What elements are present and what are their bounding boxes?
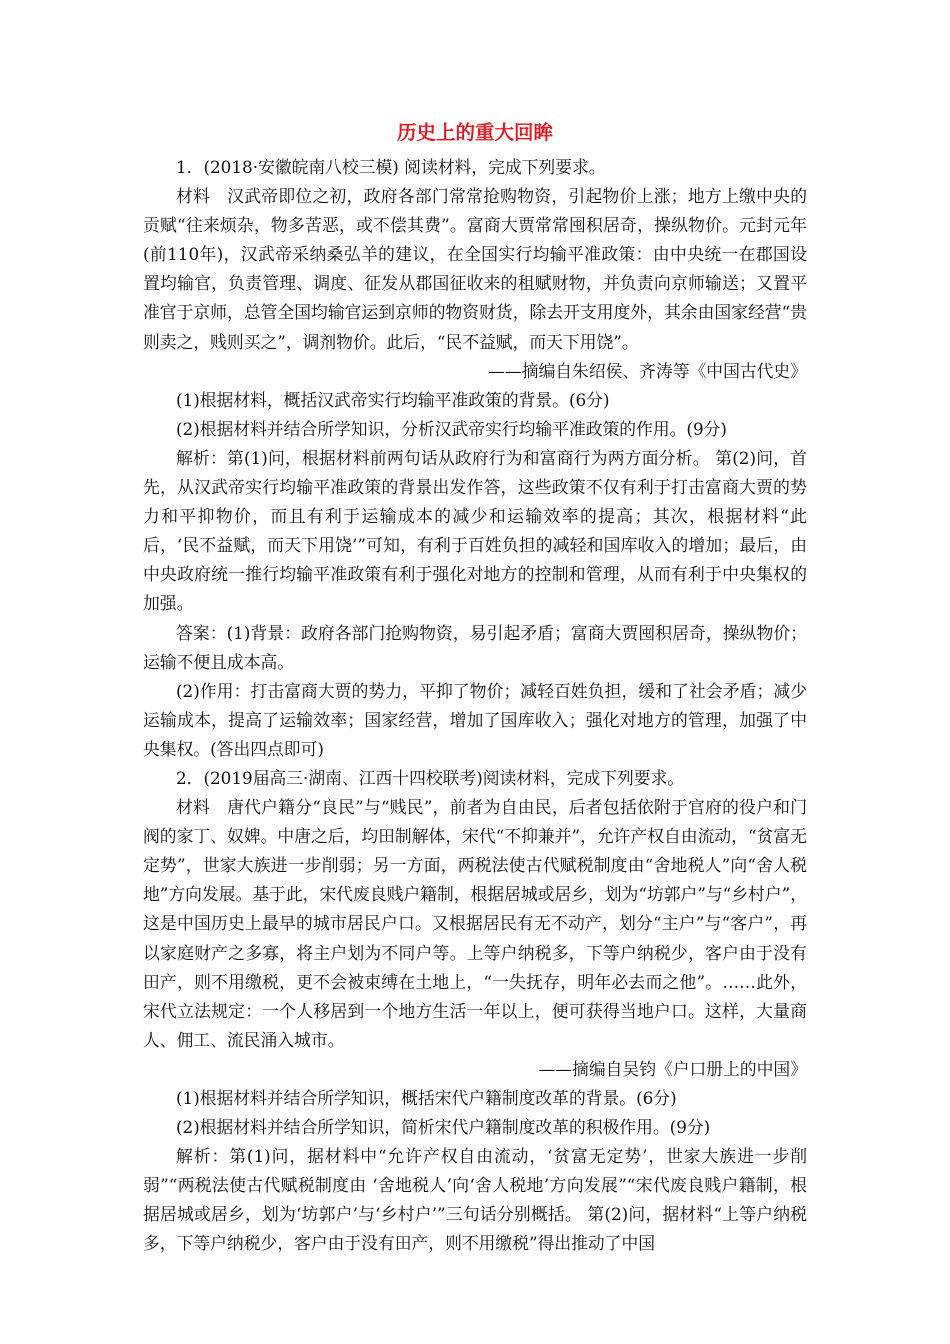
question-2-source: ——摘编自吴钧《户口册上的中国》 [538, 1058, 807, 1079]
document-body [143, 153, 807, 1259]
question-1-subquestion-2: (2)根据材料并结合所学知识，分析汉武帝实行均输平准政策的作用。(9分) [176, 418, 727, 439]
question-1-answer-2: (2)作用：打击富商大贾的势力，平抑了物价；减轻百姓负担，缓和了社会矛盾；减少运输成本，提高了运输效率；国家经营，增加了国库收入；强化对地方的管理，加强了中央集权。(答出四点即可) [143, 680, 807, 759]
page-title: 历史上的重大回眸 [396, 121, 553, 144]
question-1-subquestion-1: (1)根据材料，概括汉武帝实行均输平准政策的背景。(6分) [176, 389, 610, 410]
question-1-header: 1．(2018·安徽皖南八校三模) 阅读材料，完成下列要求。 [176, 157, 606, 177]
question-1-source: ——摘编自朱绍侯、齐涛等《中国古代史》 [488, 360, 807, 381]
question-2-header: 2．(2019届高三·湖南、江西十四校联考)阅读材料，完成下列要求。 [176, 767, 685, 788]
question-2-subquestion-1: (1)根据材料并结合所学知识，概括宋代户籍制度改革的背景。(6分) [176, 1088, 677, 1108]
question-1-analysis: 解析：第(1)问，根据材料前两句话从政府行为和富商行为两方面分析。 第(2)问，首先，从汉武帝实行均输平准政策的背景出发作答，这些政策不仅有利于打击富商大贾的势力和平抑物价，而且有利于运输成本的减少和运输效率的提高；其次，根据材料“此后，‘民不益赋，而天下用饶’”可知，有利于百姓负担的减轻和国库收入的增加；最后，由中央政府统一推行均输平准政策有利于强化对地方的控制和管理，从而有利于中央集权的加强。 [143, 447, 807, 614]
question-1-material: 材料 汉武帝即位之初，政府各部门常常抢购物资，引起物价上涨；地方上缴中央的贡赋“往来烦杂，物多苦恶，或不偿其费”。富商大贾常常囤积居奇，操纵物价。元封元年(前110年)，汉武帝采纳桑弘羊的建议，在全国实行均输平准政策：由中央统一在郡国设置均输官，负责管理、调度、征发从郡国征收来的租赋财物，并负责向京师输送；又置平准官于京师，总管全国均输官运到京师的物资财货，除去开支用度外，其余由国家经营“贵则卖之，贱则买之”，调剂物价。此后，“民不益赋，而天下用饶”。 [143, 186, 807, 352]
question-2-subquestion-2: (2)根据材料并结合所学知识，简析宋代户籍制度改革的积极作用。(9分) [176, 1117, 711, 1138]
question-1-answer-1: 答案：(1)背景：政府各部门抢购物资，易引起矛盾；富商大贾囤积居奇，操纵物价；运输不便且成本高。 [143, 622, 807, 672]
question-2-analysis: 解析：第(1)问，据材料中“允许产权自由流动，‘贫富无定势’，世家大族进一步削弱”“两税法使古代赋税制度由 ‘舍地税人’向‘舍人税地’方向发展”“宋代废良贱户籍制，根据居城或居乡，划为‘坊郭户’与‘乡村户’”三句话分别概括。 第(2)问，据材料“上等户纳税多，下等户纳税少，客户由于没有田产，则不用缴税”得出推动了中国 [143, 1146, 807, 1254]
question-2-material: 材料 唐代户籍分“良民”与“贱民”，前者为自由民，后者包括依附于官府的役户和门阀的家丁、奴婢。中唐之后，均田制解体，宋代“不抑兼并”，允许产权自由流动，“贫富无定势”，世家大族进一步削弱；另一方面，两税法使古代赋税制度由“舍地税人”向“舍人税地”方向发展。基于此，宋代废良贱户籍制，根据居城或居乡，划为“坊郭户”与“乡村户”，这是中国历史上最早的城市居民户口。又根据居民有无不动产，划分“主户”与“客户”，再以家庭财产之多寡，将主户划为不同户等。上等户纳税多，下等户纳税少，客户由于没有田产，则不用缴税，更不会被束缚在土地上，“一失抚存，明年必去而之他”。……此外，宋代立法规定：一个人移居到一个地方生活一年以上，便可获得当地户口。这样，大量商人、佣工、流民涌入城市。 [143, 797, 807, 1050]
